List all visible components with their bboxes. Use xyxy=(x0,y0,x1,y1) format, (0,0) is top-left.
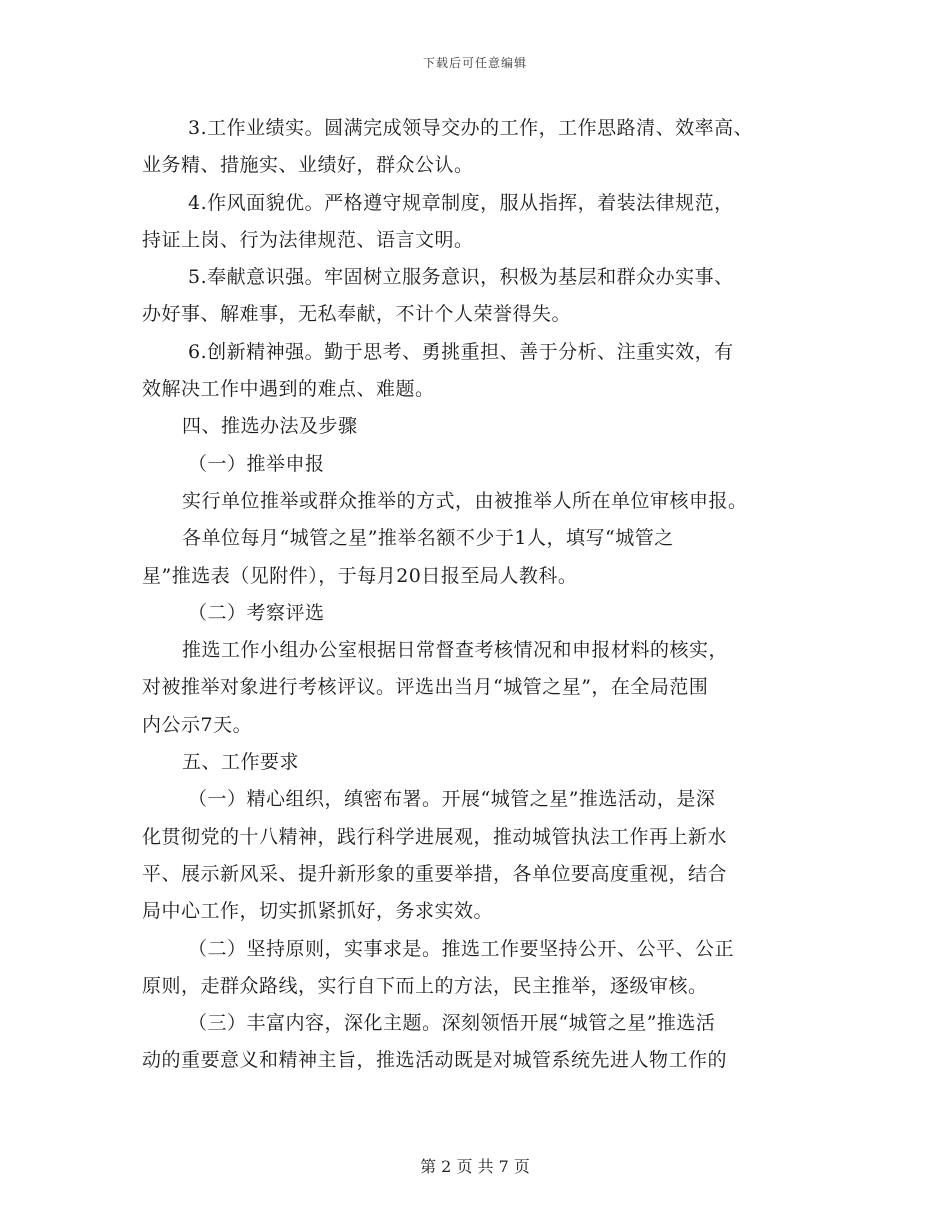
text-line: 4.作风面貌优。严格遵守规章制度，服从指挥，着装法律规范， xyxy=(188,191,734,214)
text-line: 持证上岗、行为法律规范、语言文明。 xyxy=(142,228,474,251)
text-line: 平、展示新风采、提升新形象的重要举措，各单位要高度重视，结合 xyxy=(142,862,728,885)
text-line: （一）精心组织，缜密布署。开展“城管之星”推选活动，是深 xyxy=(188,788,716,811)
document-body xyxy=(142,110,808,1080)
subsection-heading: （二）考察评选 xyxy=(188,601,325,624)
text-line: 对被推举对象进行考核评议。评选出当月“城管之星”，在全局范围 xyxy=(142,676,709,699)
section-heading: 五、工作要求 xyxy=(182,751,300,774)
text-line: 6.创新精神强。勤于思考、勇挑重担、善于分析、注重实效，有 xyxy=(188,340,734,363)
text-line: 动的重要意义和精神主旨，推选活动既是对城管系统先进人物工作的 xyxy=(142,1049,728,1072)
page-header: 下载后可任意编辑 xyxy=(422,56,527,70)
text-line: （二）坚持原则，实事求是。推选工作要坚持公开、公平、公正 xyxy=(188,937,735,960)
text-line: 业务精、措施实、业绩好，群众公认。 xyxy=(142,154,474,177)
text-line: 各单位每月“城管之星”推举名额不少于1人，填写“城管之 xyxy=(182,527,674,550)
text-line: 3.工作业绩实。圆满完成领导交办的工作，工作思路清、效率高、 xyxy=(188,117,754,139)
text-line: 化贯彻党的十八精神，践行科学进展观，推动城管执法工作再上新水 xyxy=(142,825,728,848)
section-heading: 四、推选办法及步骤 xyxy=(182,415,358,438)
text-line: 原则，走群众路线，实行自下而上的方法，民主推举，逐级审核。 xyxy=(142,974,708,997)
text-line: 效解决工作中遇到的难点、难题。 xyxy=(142,378,435,401)
text-line: 办好事、解难事，无私奉献，不计个人荣誉得失。 xyxy=(142,303,572,326)
text-line: （三）丰富内容，深化主题。深刻领悟开展“城管之星”推选活 xyxy=(188,1012,716,1035)
subsection-heading: （一）推举申报 xyxy=(188,452,325,475)
page-number: 第 2 页 共 7 页 xyxy=(420,1157,530,1176)
text-line: 实行单位推举或群众推举的方式，由被推举人所在单位审核申报。 xyxy=(182,489,748,512)
text-line: 局中心工作，切实抓紧抓好，务求实效。 xyxy=(142,900,494,923)
text-line: 内公示7天。 xyxy=(142,713,253,736)
text-line: 推选工作小组办公室根据日常督查考核情况和申报材料的核实， xyxy=(182,639,729,662)
text-line: 5.奉献意识强。牢固树立服务意识，积极为基层和群众办实事、 xyxy=(188,266,734,289)
text-line: 星”推选表（见附件），于每月20日报至局人教科。 xyxy=(142,564,578,587)
